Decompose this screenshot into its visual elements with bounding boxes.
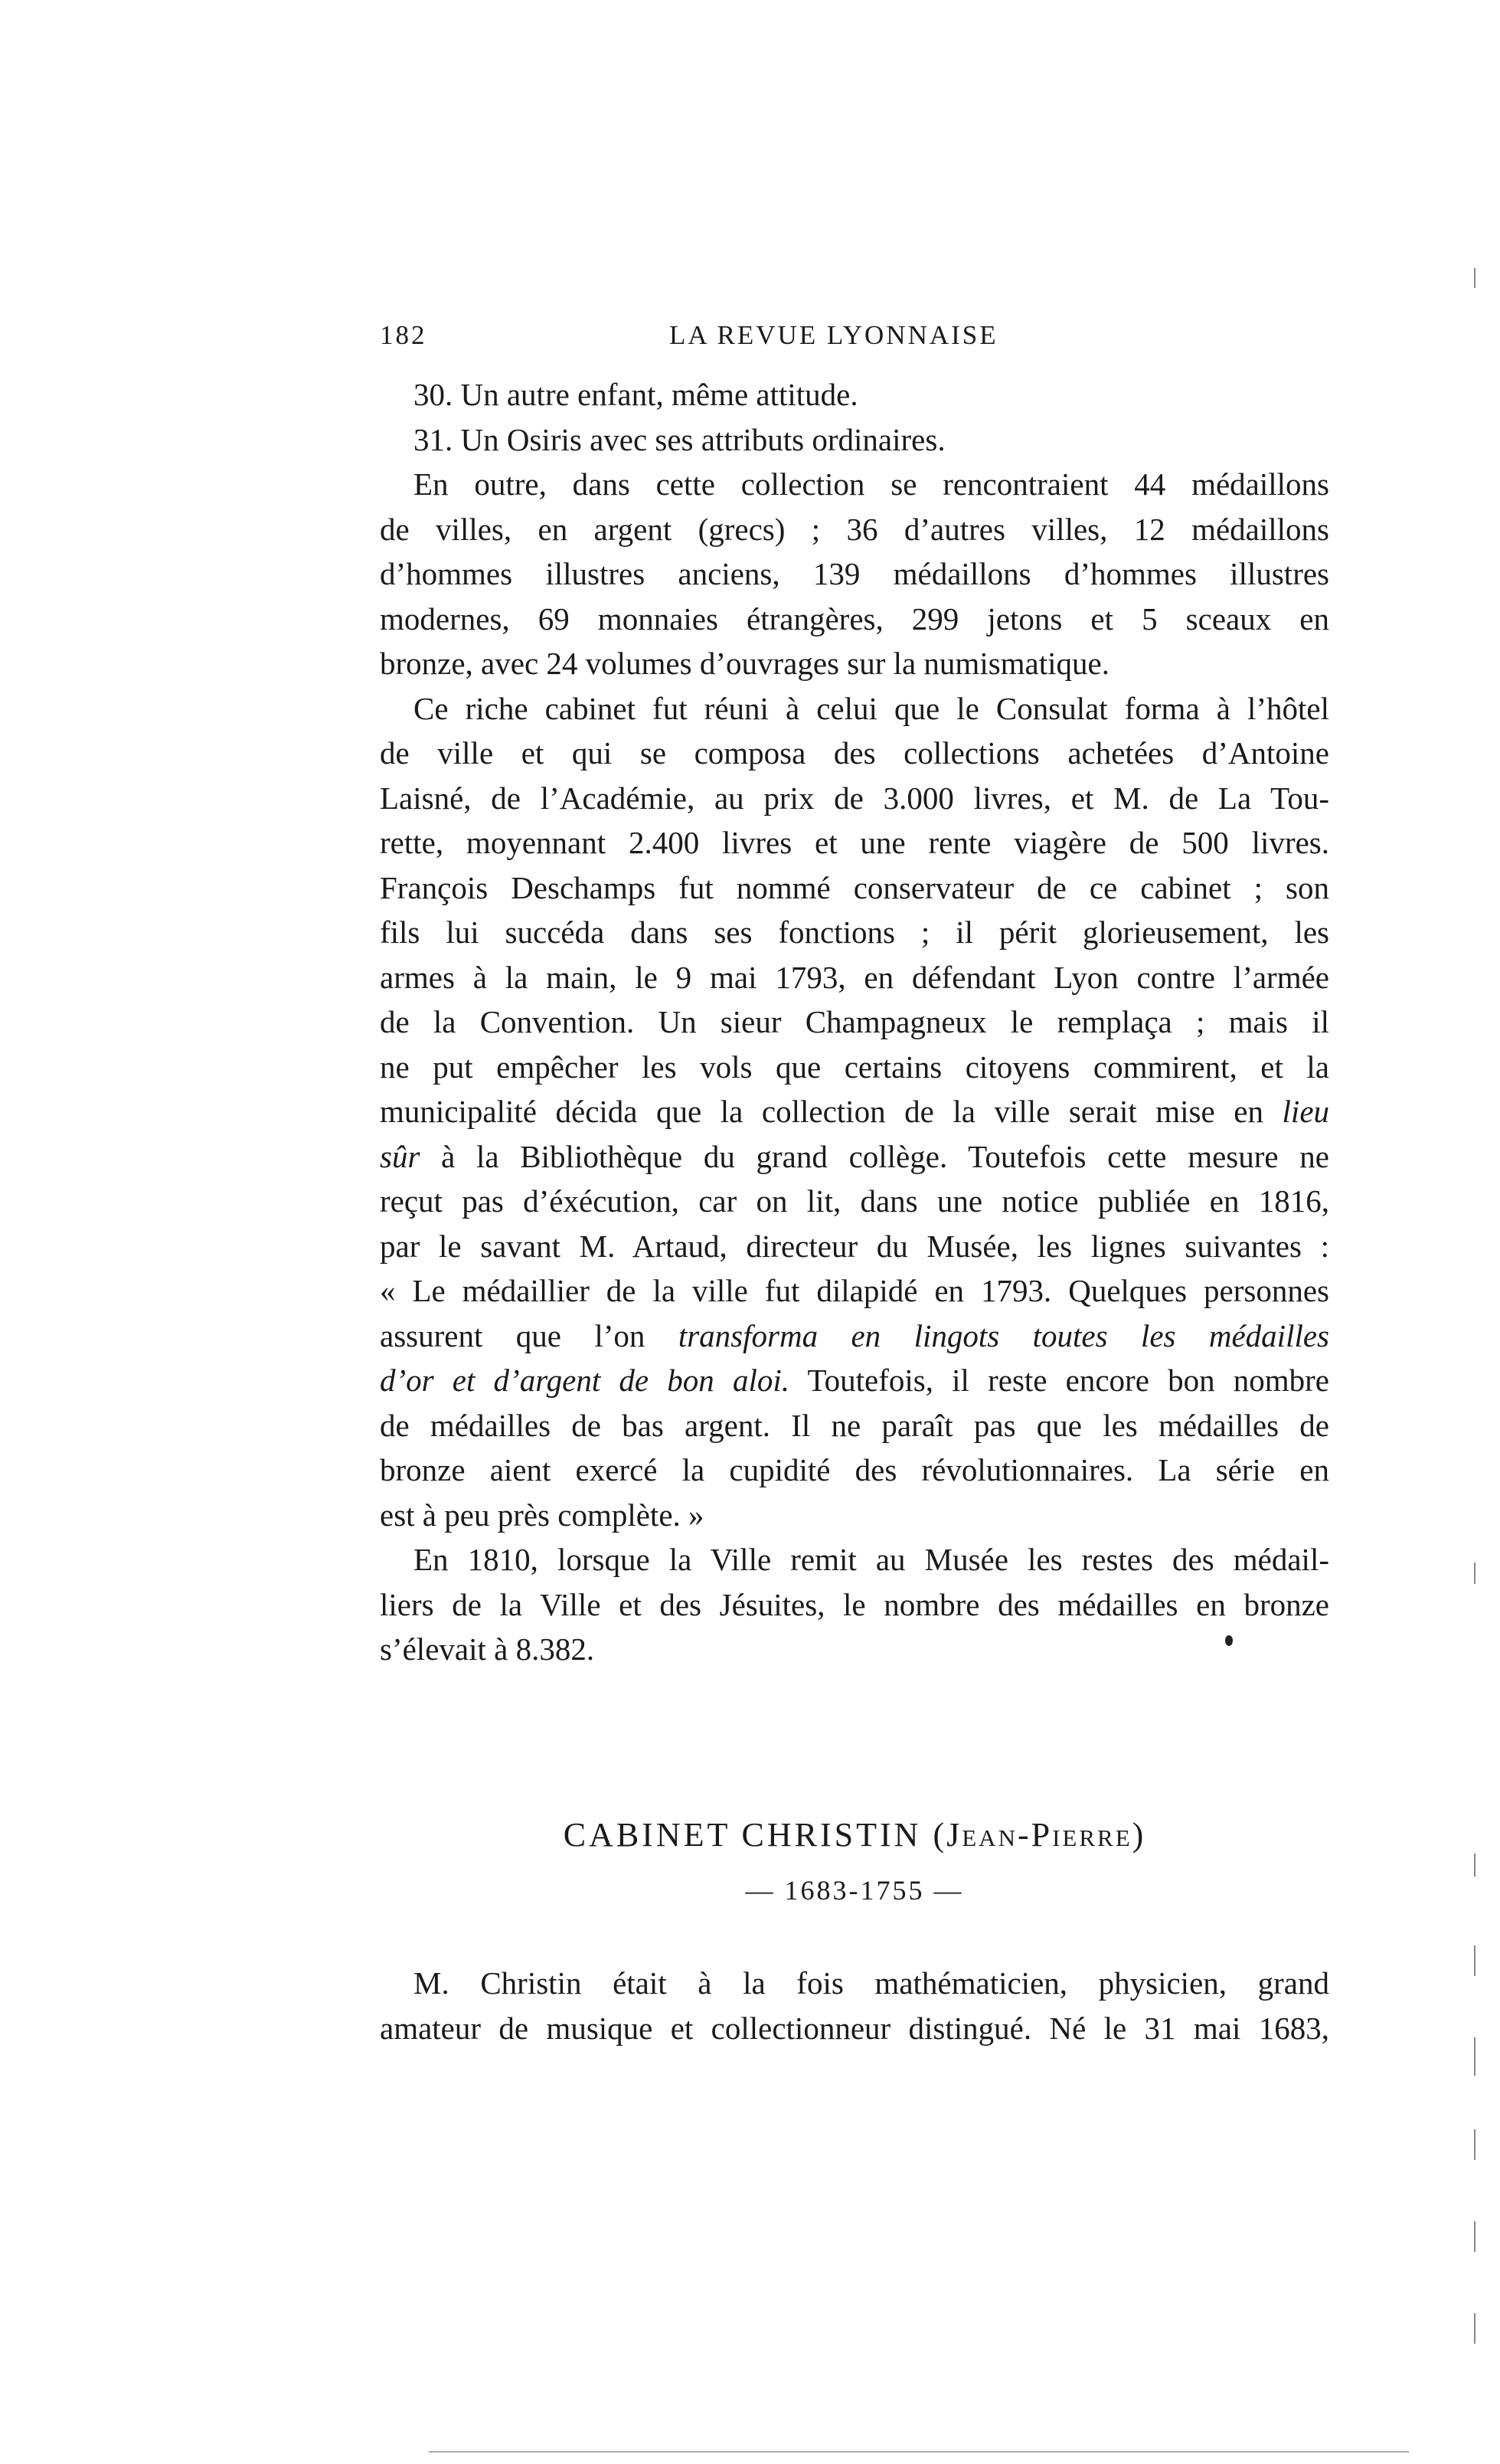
scan-mark — [1474, 2221, 1475, 2252]
paragraph-line: de villes, en argent (grecs) ; 36 d’autres villes, 12 médaillons — [380, 511, 1329, 547]
paragraph-line: liers de la Ville et des Jésuites, le nombre des médailles en bronze — [380, 1586, 1329, 1622]
italic-text: d’or et d’argent de bon aloi. — [380, 1363, 789, 1398]
scan-mark — [1474, 1854, 1475, 1877]
paragraph-line: bronze, avec 24 volumes d’ouvrages sur la numismatique. — [380, 646, 1109, 681]
italic-text: lieu — [1282, 1094, 1330, 1129]
paragraph-line — [380, 1134, 1329, 1180]
list-item: 31. Un Osiris avec ses attributs ordinaires. — [413, 421, 946, 457]
paragraph-line: s’élevait à 8.382. — [380, 1631, 595, 1667]
quote-line: « Le médaillier de la ville fut dilapidé en 1793. Quelques personnes — [380, 1273, 1329, 1308]
paragraph-line: armes à la main, le 9 mai 1793, en défendant Lyon contre l’armée — [380, 959, 1329, 995]
line-text: Toutefois, il reste encore bon nombre — [807, 1363, 1330, 1398]
section-title-main: CABINET CHRISTIN — [563, 1816, 922, 1854]
quote-line: de médailles de bas argent. Il ne paraît pas que les médailles de — [380, 1407, 1329, 1443]
scan-mark — [1474, 268, 1475, 288]
paragraph-line: Laisné, de l’Académie, au prix de 3.000 livres, et M. de La Tou- — [380, 780, 1329, 816]
page-number: 182 — [380, 320, 427, 350]
quote-line — [380, 1358, 1329, 1403]
quote-line: bronze aient exercé la cupidité des révolutionnaires. La série en — [380, 1452, 1329, 1487]
paragraph-line — [380, 1089, 1329, 1134]
paragraph-line: fils lui succéda dans ses fonctions ; il périt glorieusement, les — [380, 915, 1329, 950]
paragraph-line: Ce riche cabinet fut réuni à celui que le Consulat forma à l’hôtel — [413, 690, 1329, 726]
paragraph-line: amateur de musique et collectionneur distingué. Né le 31 mai 1683, — [380, 2010, 1329, 2046]
paragraph-line: reçut pas d’éxécution, car on lit, dans une notice publiée en 1816, — [380, 1183, 1329, 1219]
paragraph-line: d’hommes illustres anciens, 139 médaillons d’hommes illustres — [380, 556, 1329, 591]
section-title — [380, 1808, 1329, 1863]
paragraph-line: ne put empêcher les vols que certains citoyens commirent, et la — [380, 1049, 1329, 1085]
scan-mark — [1474, 2129, 1475, 2160]
line-text: municipalité décida que la collection de la ville serait mise en — [380, 1094, 1263, 1129]
paragraph-line: modernes, 69 monnaies étrangères, 299 jetons et 5 sceaux en — [380, 600, 1329, 636]
paragraph-line: En outre, dans cette collection se rencontraient 44 médaillons — [413, 466, 1329, 502]
quote-line: est à peu près complète. » — [380, 1497, 704, 1533]
paragraph-line: par le savant M. Artaud, directeur du Musée, les lignes suivantes : — [380, 1228, 1329, 1264]
section-title-name: (Jean-Pierre) — [933, 1816, 1146, 1854]
scan-mark — [1474, 1945, 1475, 1976]
scan-mark — [1474, 2313, 1475, 2344]
body-text — [380, 372, 1329, 1672]
paragraph-line: François Deschamps fut nommé conservateur de ce cabinet ; son — [380, 869, 1329, 905]
scan-mark — [1474, 1562, 1475, 1584]
section-dates: — 1683-1755 — — [745, 1875, 964, 1906]
section-paragraph — [380, 1961, 1329, 2050]
italic-text: sûr — [380, 1138, 420, 1174]
line-text: assurent que l’on — [380, 1317, 645, 1353]
scan-line — [429, 2451, 1409, 2453]
paragraph-line: de la Convention. Un sieur Champagneux le remplaça ; mais il — [380, 1004, 1329, 1039]
list-item: 30. Un autre enfant, même attitude. — [413, 377, 858, 412]
italic-text: transforma en lingots toutes les médailles — [678, 1317, 1330, 1353]
journal-title: LA REVUE LYONNAISE — [669, 320, 998, 350]
line-text: à la Bibliothèque du grand collège. Toutefois cette mesure ne — [441, 1138, 1329, 1174]
scan-mark — [1474, 2037, 1475, 2076]
paragraph-line: de ville et qui se composa des collections achetées d’Antoine — [380, 735, 1329, 771]
running-head — [380, 320, 1329, 358]
quote-line — [380, 1314, 1329, 1359]
ink-spot — [1225, 1635, 1233, 1646]
paragraph-line: En 1810, lorsque la Ville remit au Musée les restes des médail- — [413, 1542, 1329, 1577]
paragraph-line: rette, moyennant 2.400 livres et une rente viagère de 500 livres. — [380, 825, 1329, 860]
paragraph-line: M. Christin était à la fois mathématicien, physicien, grand — [413, 1965, 1329, 2001]
section-cabinet-christin — [380, 1808, 1329, 2050]
